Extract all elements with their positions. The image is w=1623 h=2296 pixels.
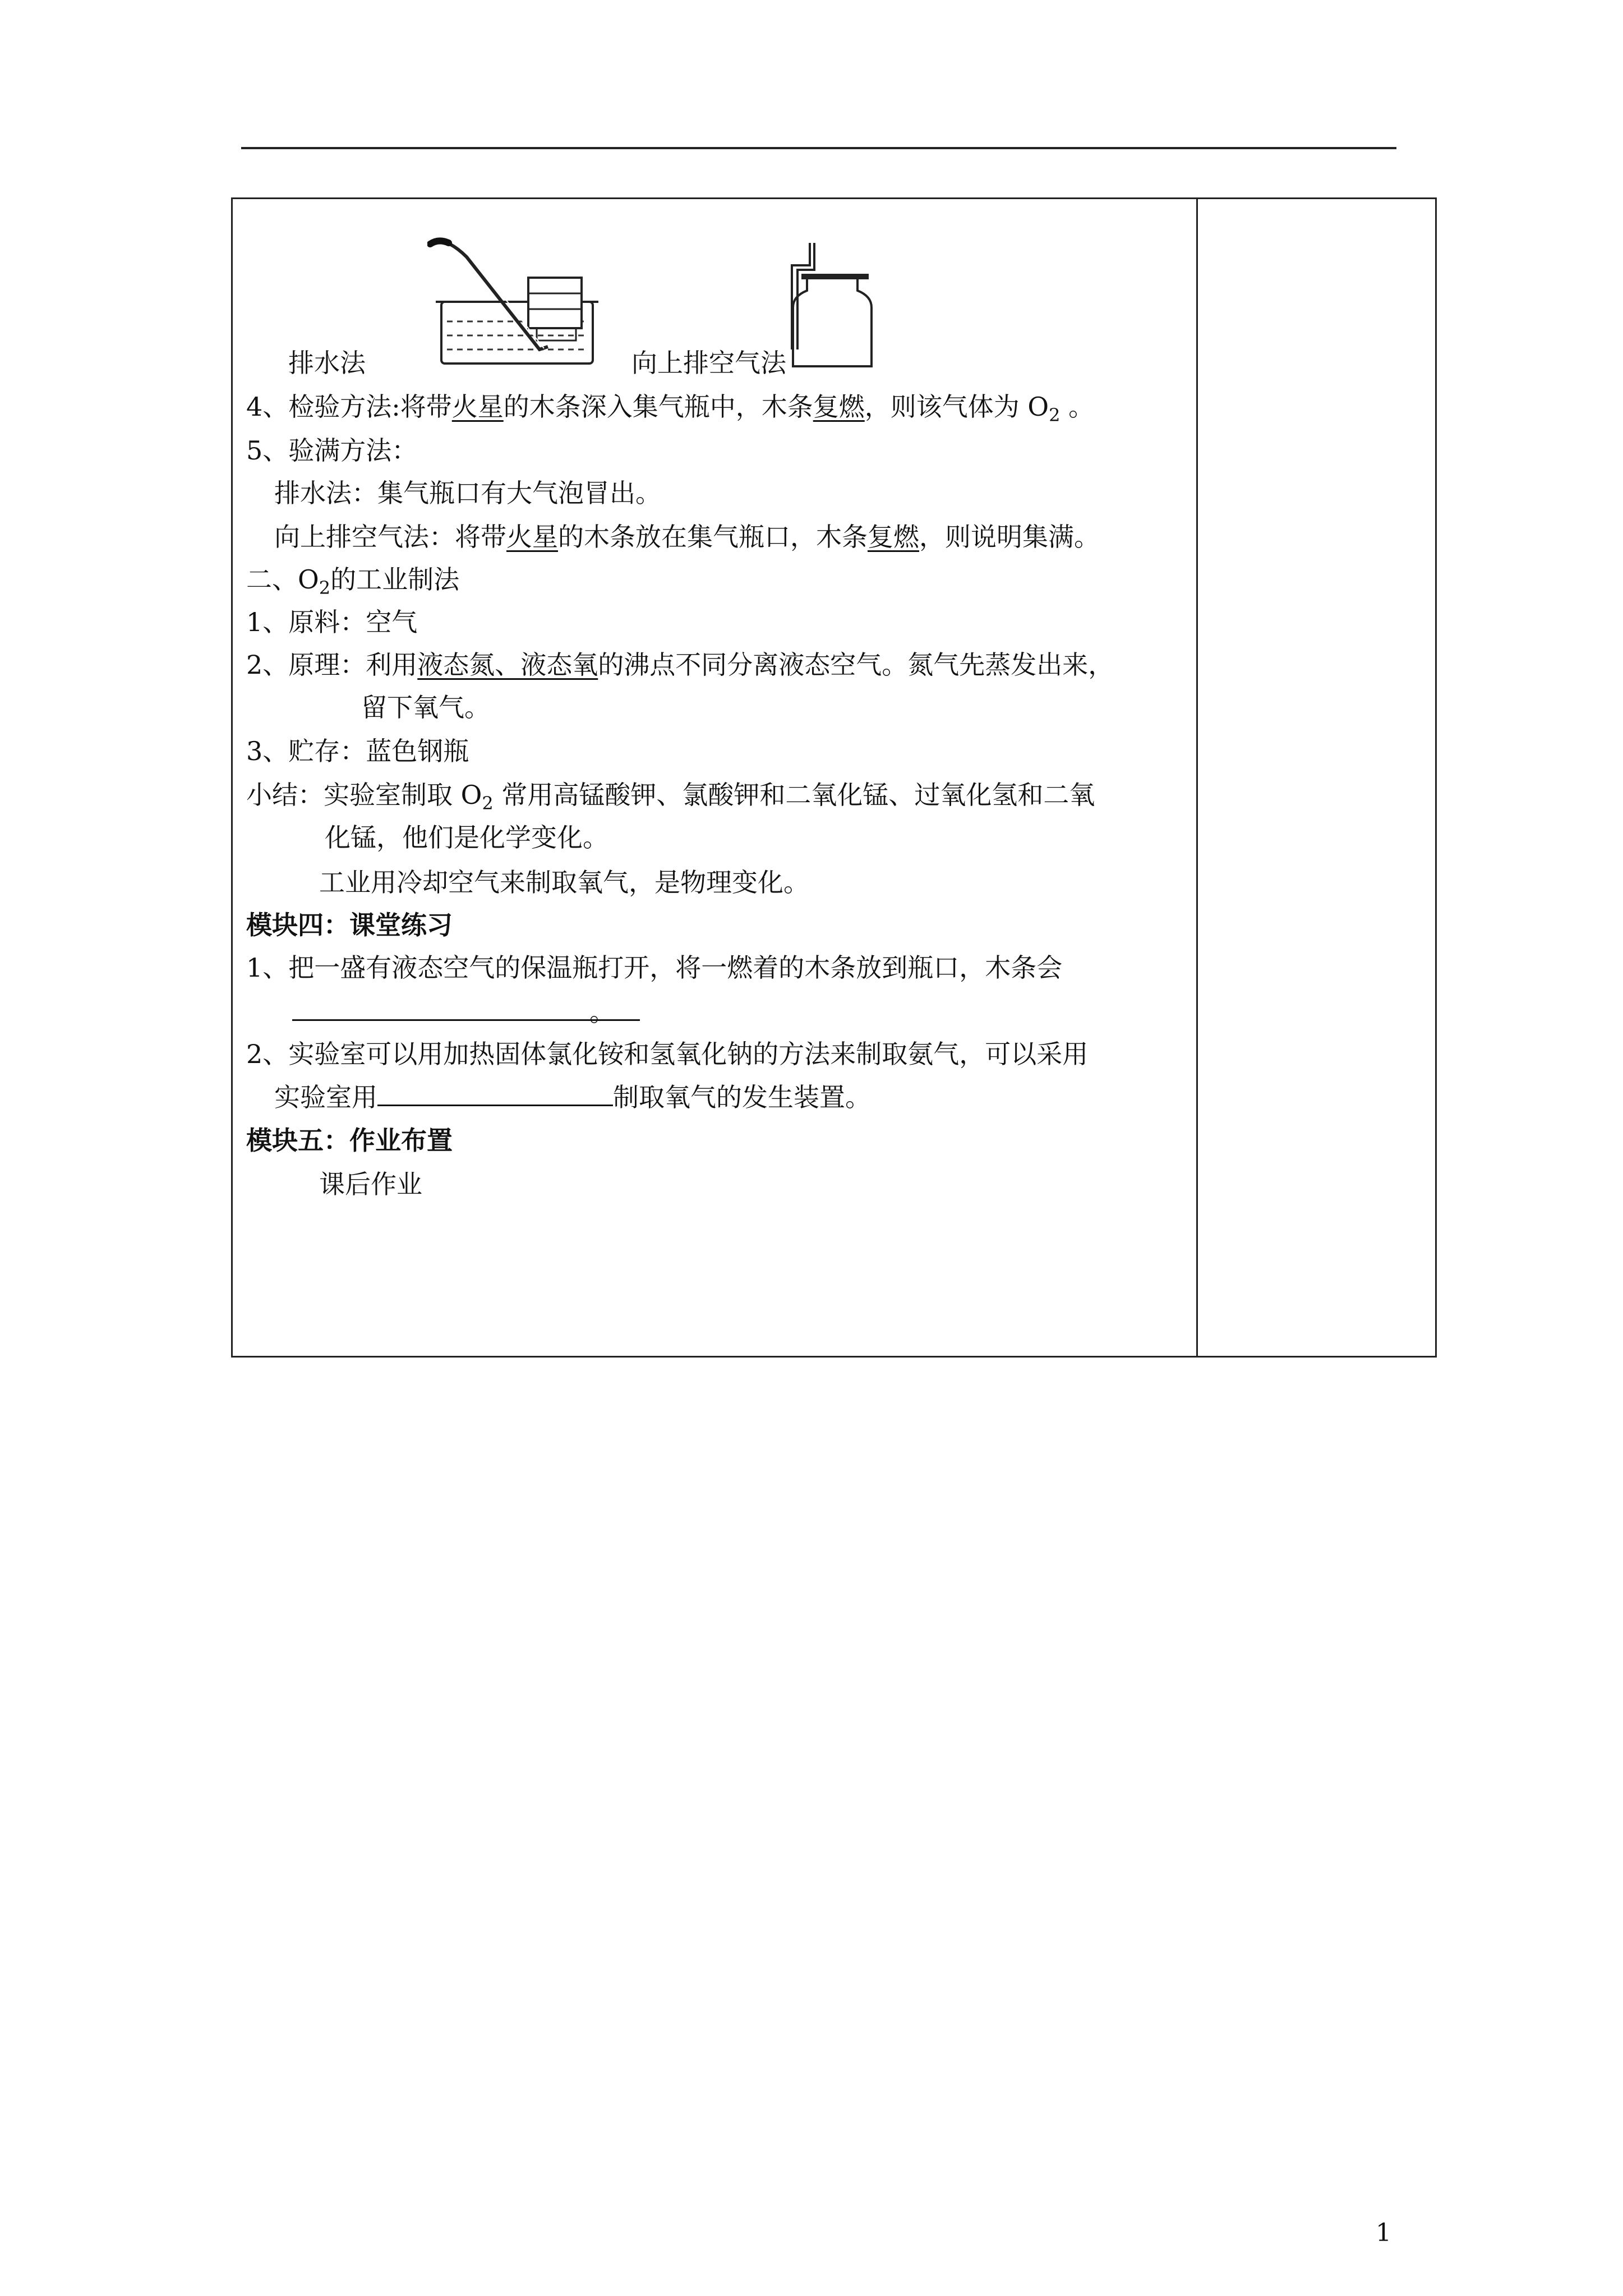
upward-air-figure xyxy=(776,237,888,372)
test-method-line: 4、检验方法:将带火星的木条深入集气瓶中，木条复燃，则该气体为 $O_2$ 。 xyxy=(246,392,1095,426)
summary-industrial-line: 工业用冷却空气来制取氧气，是物理变化。 xyxy=(319,867,809,898)
page-number: 1 xyxy=(1376,2219,1391,2247)
question-1: 1、把一盛有液态空气的保温瓶打开，将一燃着的木条放到瓶口，木条会 xyxy=(246,953,1063,983)
full-water-line: 排水法：集气瓶口有大气泡冒出。 xyxy=(274,478,661,508)
content-cell xyxy=(246,199,1188,1356)
question-2-cont: 实验室用 制取氧气的发生装置。 xyxy=(274,1080,871,1114)
module4-title: 模块四：课堂练习 xyxy=(246,910,453,940)
notes-cell xyxy=(1198,199,1435,1356)
full-air-line: 向上排空气法：将带火星的木条放在集气瓶口，木条复燃，则说明集满。 xyxy=(274,522,1100,552)
question-2: 2、实验室可以用加热固体氯化铵和氢氧化钠的方法来制取氨气，可以采用 xyxy=(246,1039,1089,1069)
principle-cont-line: 留下氧气。 xyxy=(361,692,490,723)
storage-line: 3、贮存：蓝色钢瓶 xyxy=(246,736,469,766)
summary-line: 小结：实验室制取 $O_2$ 常用高锰酸钾、氯酸钾和二氧化锰、过氧化氢和二氧 xyxy=(246,780,1095,815)
module5-title: 模块五：作业布置 xyxy=(246,1125,453,1156)
air-method-label: 向上排空气法 xyxy=(631,348,786,378)
answer-blank-1 xyxy=(292,995,640,1021)
principle-line: 2、原理：利用液态氮、液态氧的沸点不同分离液态空气。氮气先蒸发出来， xyxy=(246,650,1114,680)
raw-material-line: 1、原料：空气 xyxy=(246,607,418,637)
header-rule xyxy=(241,147,1396,149)
water-method-label: 排水法 xyxy=(288,348,366,378)
question-1-answer: 。 xyxy=(292,995,615,1029)
full-check-title: 5、验满方法： xyxy=(246,435,418,466)
industrial-title: 二、$O_2$的工业制法 xyxy=(246,564,460,599)
summary-cont-line: 化锰，他们是化学变化。 xyxy=(325,822,608,853)
answer-blank-2 xyxy=(377,1080,613,1106)
homework-line: 课后作业 xyxy=(319,1169,422,1199)
lesson-table xyxy=(231,197,1437,1358)
water-displacement-figure xyxy=(427,237,640,372)
